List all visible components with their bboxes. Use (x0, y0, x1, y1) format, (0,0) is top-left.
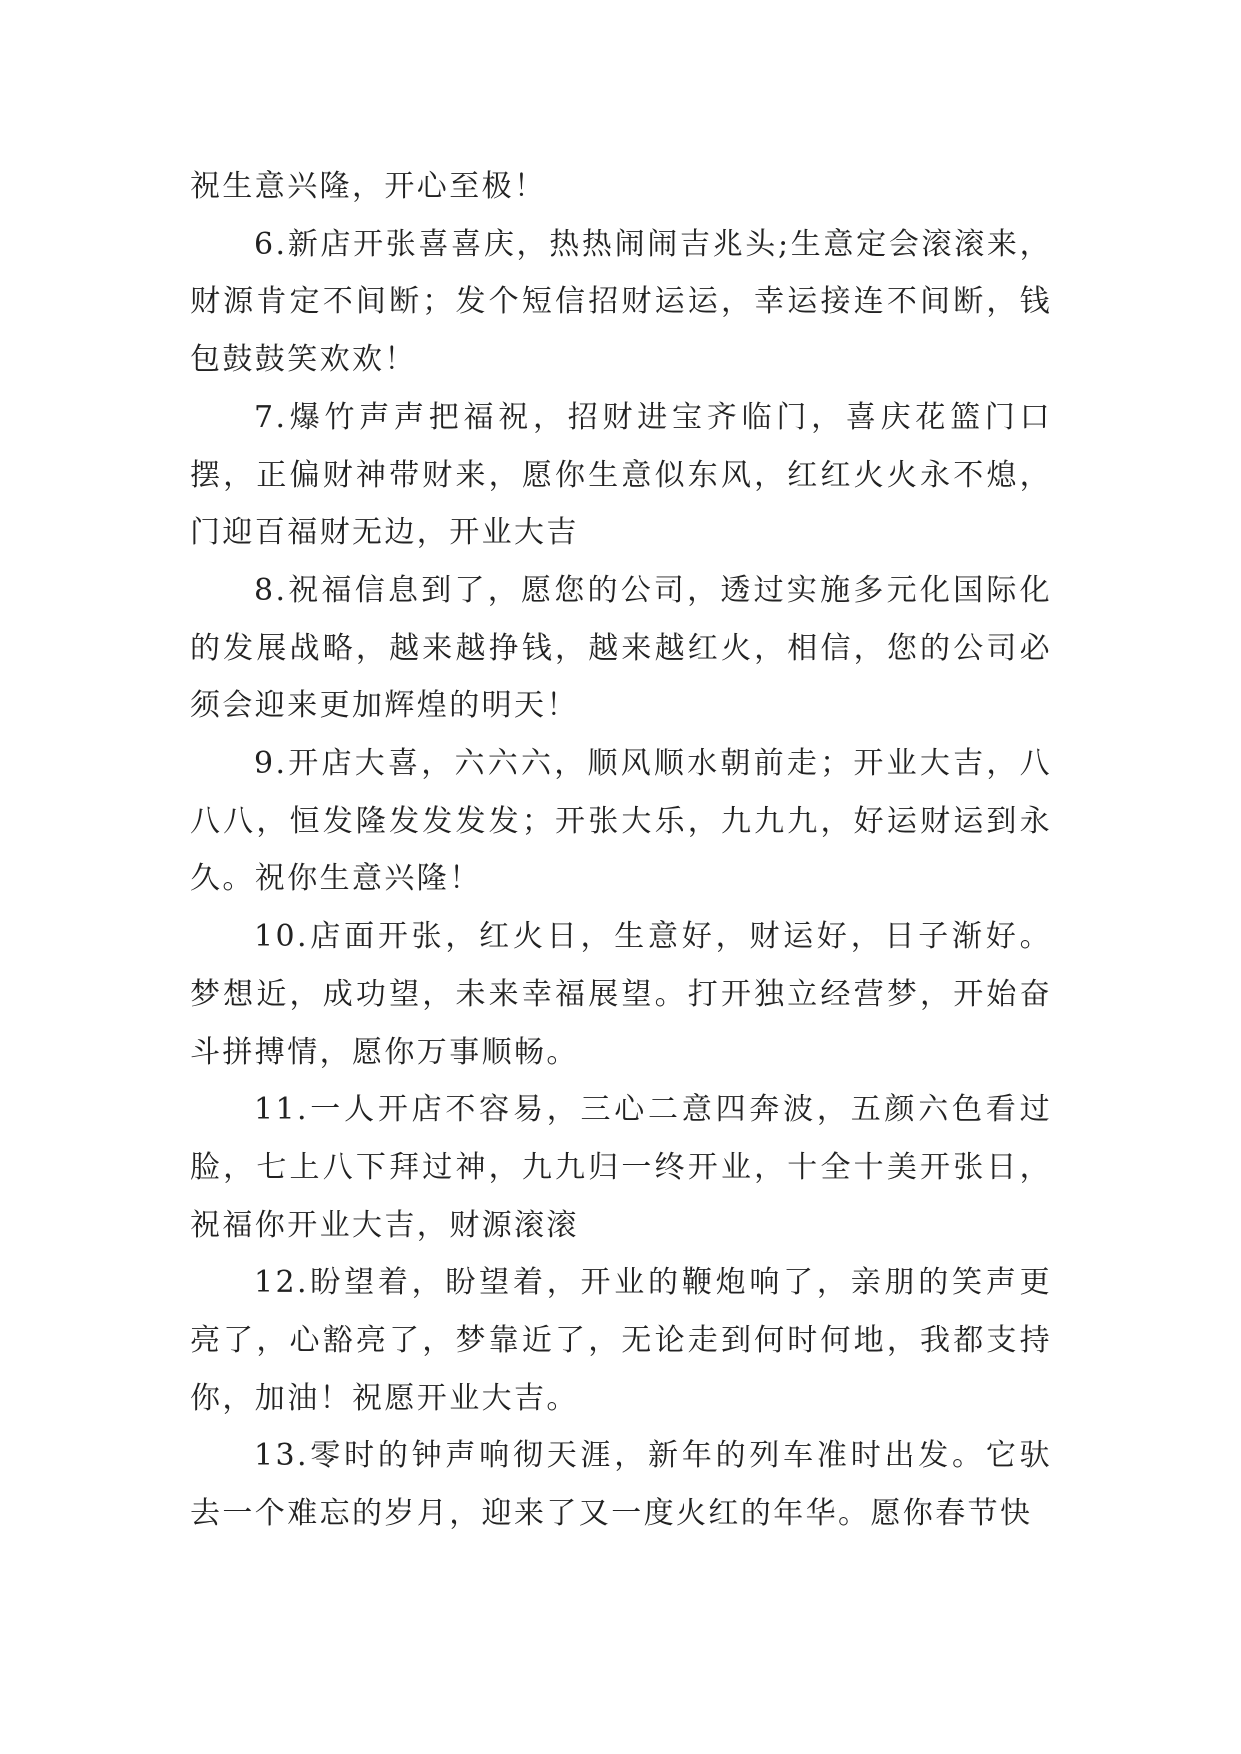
paragraph-item-10: 10.店面开张，红火日，生意好，财运好，日子渐好。梦想近，成功望，未来幸福展望。打开独立经营梦，开始奋斗拼搏情，愿你万事顺畅。 (190, 919, 1052, 1070)
paragraph-item-13: 13.零时的钟声响彻天涯，新年的列车准时出发。它驮去一个难忘的岁月，迎来了又一度火红的年华。愿你春节快 (190, 1438, 1052, 1532)
paragraph-item-12: 12.盼望着，盼望着，开业的鞭炮响了，亲朋的笑声更亮了，心豁亮了，梦靠近了，无论走到何时何地，我都支持你，加油！祝愿开业大吉。 (190, 1265, 1052, 1416)
paragraph-item-7: 7.爆竹声声把福祝，招财进宝齐临门，喜庆花篮门口摆，正偏财神带财来，愿你生意似东风，红红火火永不熄，门迎百福财无边，开业大吉 (190, 399, 1052, 551)
document-page (190, 158, 1052, 1718)
paragraph-item-9: 9.开店大喜，六六六，顺风顺水朝前走；开业大吉，八八八，恒发隆发发发发；开张大乐，九九九，好运财运到永久。祝你生意兴隆！ (190, 746, 1052, 897)
paragraph-item-11: 11.一人开店不容易，三心二意四奔波，五颜六色看过脸，七上八下拜过神，九九归一终开业，十全十美开张日，祝福你开业大吉，财源滚滚 (190, 1092, 1052, 1243)
paragraph-continuation: 祝生意兴隆，开心至极！ (190, 169, 547, 204)
paragraph-item-8: 8.祝福信息到了，愿您的公司，透过实施多元化国际化的发展战略，越来越挣钱，越来越红火，相信，您的公司必须会迎来更加辉煌的明天！ (190, 572, 1052, 724)
paragraph-item-6: 6.新店开张喜喜庆，热热闹闹吉兆头;生意定会滚滚来，财源肯定不间断；发个短信招财运运，幸运接连不间断，钱包鼓鼓笑欢欢！ (190, 226, 1052, 378)
